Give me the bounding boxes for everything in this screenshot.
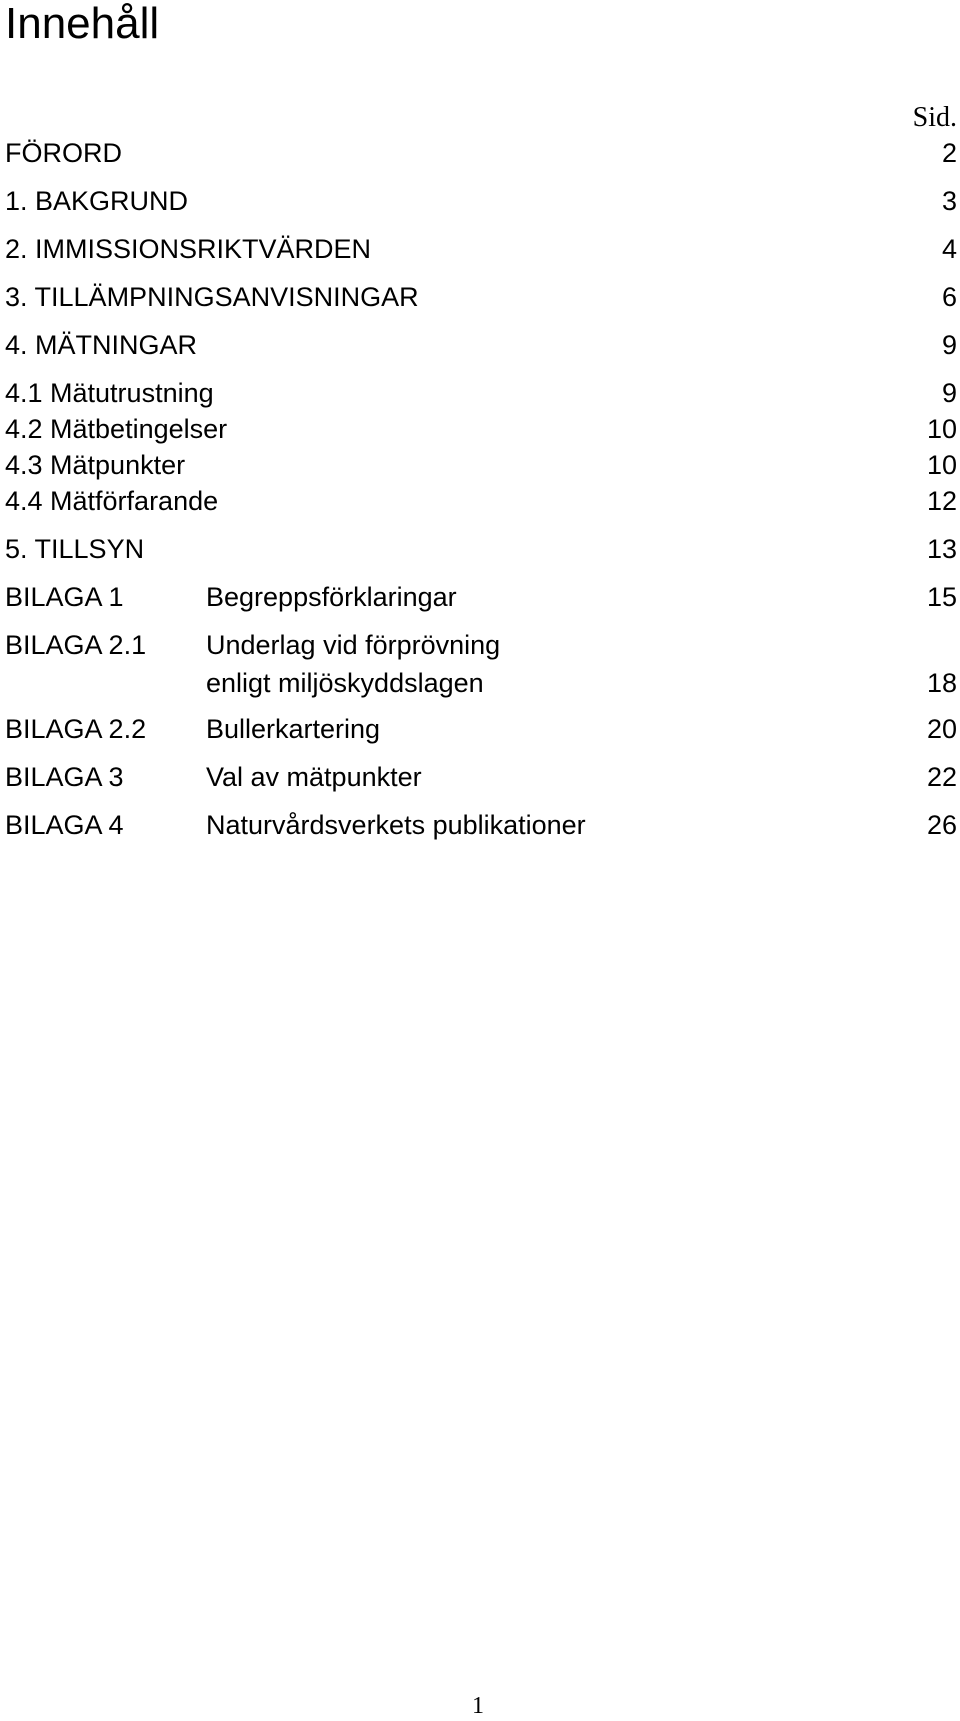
appendix-label: BILAGA 1 — [5, 582, 124, 612]
toc-entry-bakgrund[interactable] — [5, 184, 957, 218]
appendix-title: Val av mätpunkter — [206, 762, 422, 792]
toc-entry-matningar[interactable] — [5, 328, 957, 362]
appendix-label: BILAGA 4 — [5, 810, 124, 840]
appendix-page: 26 — [926, 810, 957, 840]
toc-entry-label: 4.1 Mätutrustning — [5, 378, 214, 408]
toc-entry-page: 6 — [941, 282, 957, 312]
appendix-title: Bullerkartering — [206, 714, 381, 744]
toc-entry-page: 13 — [926, 534, 957, 564]
toc-entry-label: 3. TILLÄMPNINGSANVISNINGAR — [5, 282, 419, 312]
appendix-title: Underlag vid förprövning — [206, 630, 501, 660]
toc-entry-page: 2 — [941, 138, 957, 168]
toc-entry-matutrustning[interactable] — [5, 376, 957, 410]
toc-entry-label: 4.3 Mätpunkter — [5, 450, 186, 480]
toc-entry-page: 9 — [941, 330, 957, 360]
appendix-label: BILAGA 3 — [5, 762, 124, 792]
toc-entry-matforfarande[interactable] — [5, 484, 957, 518]
toc-appendix-bilaga-4[interactable] — [5, 808, 957, 842]
toc-appendix-bilaga-2-1[interactable] — [5, 628, 957, 700]
appendix-page: 18 — [926, 668, 957, 698]
toc-entry-page: 10 — [926, 414, 957, 444]
page-number: 1 — [472, 1693, 484, 1719]
appendix-page: 20 — [926, 714, 957, 744]
toc-entry-label: 4.4 Mätförfarande — [5, 486, 219, 516]
appendix-title: Naturvårdsverkets publikationer — [206, 810, 586, 840]
toc-entry-tillsyn[interactable] — [5, 532, 957, 566]
toc-entry-forord[interactable] — [5, 136, 957, 170]
appendix-page: 22 — [926, 762, 957, 792]
appendix-title-line-2: enligt miljöskyddslagen — [206, 668, 484, 698]
toc-entry-label: 1. BAKGRUND — [5, 186, 189, 216]
page-title: Innehåll — [5, 0, 160, 48]
toc-appendix-bilaga-2-2[interactable] — [5, 712, 957, 746]
toc-entry-page: 9 — [941, 378, 957, 408]
appendix-title: Begreppsförklaringar — [206, 582, 457, 612]
toc-appendix-bilaga-1[interactable] — [5, 580, 957, 614]
appendix-label: BILAGA 2.1 — [5, 630, 147, 660]
toc-entry-immissionsriktvarden[interactable] — [5, 232, 957, 266]
toc-entry-matpunkter[interactable] — [5, 448, 957, 482]
appendix-label: BILAGA 2.2 — [5, 714, 147, 744]
page-column-header: Sid. — [912, 102, 957, 133]
toc-entry-page: 10 — [926, 450, 957, 480]
toc-entry-label: FÖRORD — [5, 138, 122, 168]
toc-entry-tillampningsanvisningar[interactable] — [5, 280, 957, 314]
toc-entry-label: 4.2 Mätbetingelser — [5, 414, 228, 444]
toc-appendix-bilaga-3[interactable] — [5, 760, 957, 794]
toc-entry-page: 3 — [941, 186, 957, 216]
toc-entry-page: 4 — [941, 234, 957, 264]
toc-entry-label: 5. TILLSYN — [5, 534, 145, 564]
toc-entry-label: 2. IMMISSIONSRIKTVÄRDEN — [5, 234, 372, 264]
toc-entry-label: 4. MÄTNINGAR — [5, 330, 198, 360]
appendix-page: 15 — [926, 582, 957, 612]
toc-entry-page: 12 — [926, 486, 957, 516]
toc-entry-matbetingelser[interactable] — [5, 412, 957, 446]
